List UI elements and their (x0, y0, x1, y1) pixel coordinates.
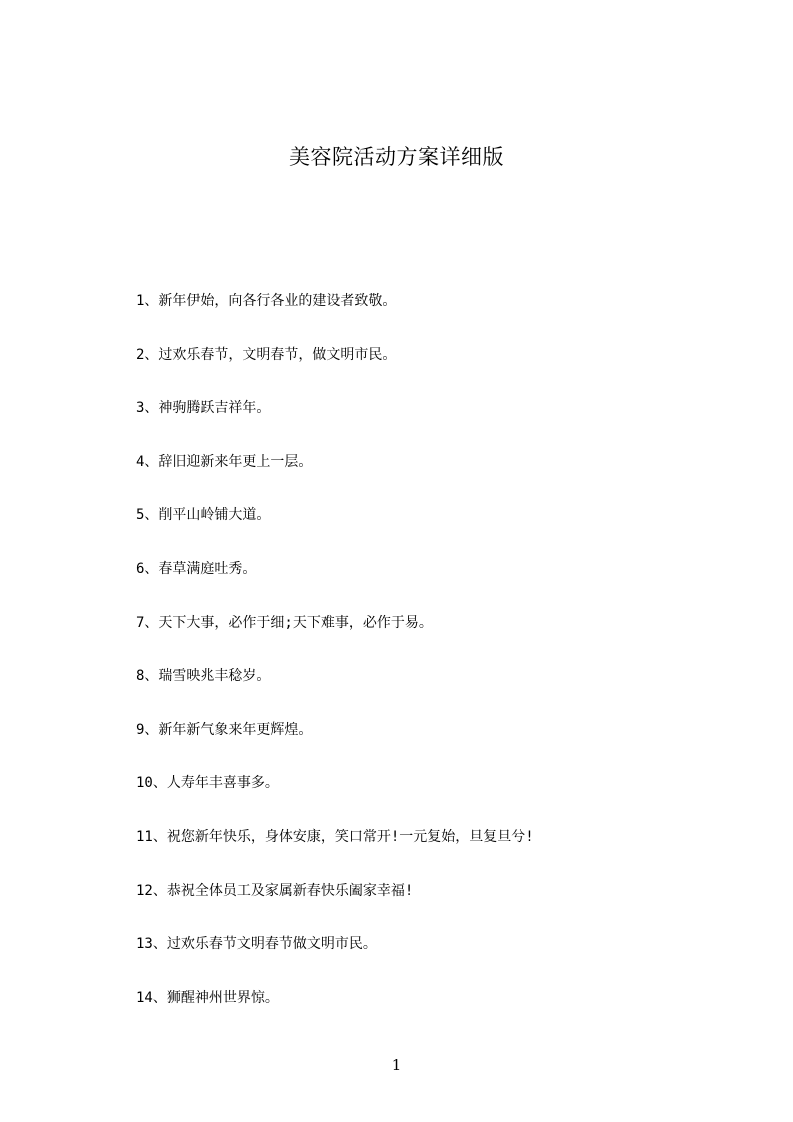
list-item: 11、祝您新年快乐，身体安康，笑口常开!一元复始，旦复旦兮! (136, 828, 534, 845)
list-item: 8、瑞雪映兆丰稔岁。 (136, 668, 271, 685)
list-item: 14、狮醒神州世界惊。 (136, 989, 279, 1006)
slogan-list (136, 289, 736, 1039)
list-item: 7、天下大事，必作于细;天下难事，必作于易。 (136, 614, 433, 631)
list-item: 12、恭祝全体员工及家属新春快乐阖家幸福! (136, 882, 414, 899)
list-item: 2、过欢乐春节，文明春节，做文明市民。 (136, 346, 397, 363)
document-title: 美容院活动方案详细版 (289, 145, 504, 169)
list-item: 3、神驹腾跃吉祥年。 (136, 400, 271, 417)
list-item: 1、新年伊始，向各行各业的建设者致敬。 (136, 293, 397, 309)
list-item: 13、过欢乐春节文明春节做文明市民。 (136, 936, 377, 953)
list-item: 10、人寿年丰喜事多。 (136, 775, 279, 792)
list-item: 4、辞旧迎新来年更上一层。 (136, 453, 313, 470)
list-item: 6、春草满庭吐秀。 (136, 560, 257, 577)
page-number: 1 (391, 1056, 402, 1074)
list-item: 5、削平山岭铺大道。 (136, 507, 271, 524)
list-item: 9、新年新气象来年更辉煌。 (136, 721, 313, 738)
